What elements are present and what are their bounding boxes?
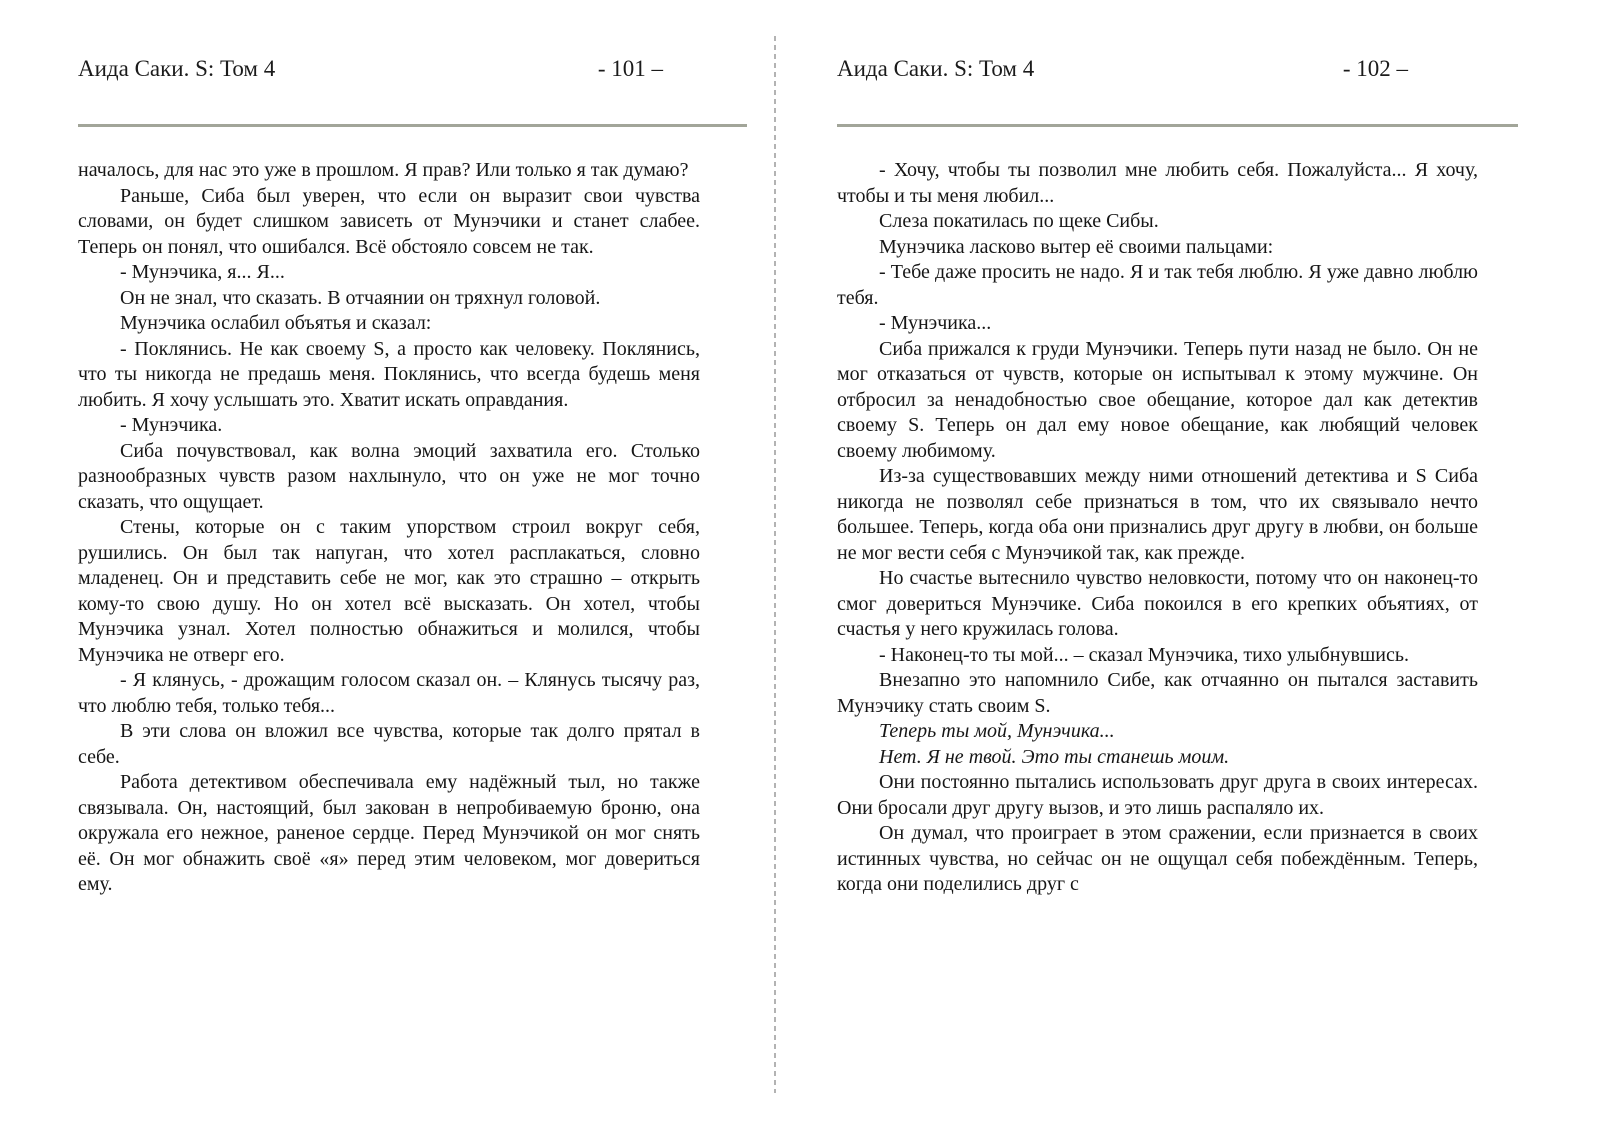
paragraph: - Мунэчика, я... Я... bbox=[120, 261, 285, 283]
page-divider bbox=[774, 36, 776, 1093]
paragraph: - Поклянись. Не как своему S, а просто как человеку. Поклянись, что ты никогда не предашь меня. Поклянись, что всегда будешь меня любить. Я хочу услышать это. Хватит искать оправдания. bbox=[78, 337, 700, 411]
paragraph: Раньше, Сиба был уверен, что если он выразит свои чувства словами, он будет слишком зависеть от Мунэчики и станет слабее. Теперь он понял, что ошибался. Всё обстояло совсем не так. bbox=[78, 184, 700, 258]
paragraph: Они постоянно пытались использовать друг друга в своих интересах. Они бросали друг другу вызов, и это лишь распаляло их. bbox=[837, 771, 1478, 819]
paragraph: Мунэчика ласково вытер её своими пальцами: bbox=[879, 235, 1274, 258]
paragraph: Мунэчика ослабил объятья и сказал: bbox=[120, 312, 432, 334]
page-header bbox=[837, 55, 1518, 83]
page-body bbox=[78, 158, 700, 898]
paragraph: - Я клянусь, - дрожащим голосом сказал он. – Клянусь тысячу раз, что люблю тебя, только тебя... bbox=[78, 669, 700, 717]
page-body bbox=[837, 158, 1478, 898]
page-header bbox=[78, 55, 747, 83]
paragraph: Сиба прижался к груди Мунэчики. Теперь пути назад не было. Он не мог отказаться от чувств, которые он испытывал к этому мужчине. Он отбросил за ненадобностью свое обещание, которое дал как детектив своему S. Теперь он дал ему новое обещание, как любящий человек своему любимому. bbox=[837, 337, 1478, 462]
book-title: Аида Саки. S: Том 4 bbox=[837, 56, 1035, 81]
page-left bbox=[78, 55, 747, 898]
book-title: Аида Саки. S: Том 4 bbox=[78, 56, 276, 81]
paragraph: Он думал, что проиграет в этом сражении, если признается в своих истинных чувства, но сейчас он не ощущал себя побеждённым. Теперь, когда они поделились друг с bbox=[837, 822, 1478, 895]
paragraph: Стены, которые он с таким упорством строил вокруг себя, рушились. Он был так напуган, что хотел расплакаться, словно младенец. Он и представить себе не мог, как это страшно – открыть кому-то свою душу. Но он хотел всё высказать. Он хотел, чтобы Мунэчика узнал. Хотел полностью обнажиться и молился, чтобы Мунэчика не отверг его. bbox=[78, 516, 700, 666]
paragraph: - Тебе даже просить не надо. Я и так тебя люблю. Я уже давно люблю тебя. bbox=[837, 261, 1478, 309]
header-rule bbox=[78, 124, 747, 127]
header-rule bbox=[837, 124, 1518, 127]
page-number: - 102 – bbox=[1342, 56, 1408, 81]
paragraph: Из-за существовавших между ними отношений детектива и S Сиба никогда не позволял себе признаться в том, что их связывало нечто большее. Теперь, когда оба они признались друг другу в любви, он больше не мог вести себя с Мунэчикой так, как прежде. bbox=[837, 465, 1478, 564]
paragraph: началось, для нас это уже в прошлом. Я прав? Или только я так думаю? bbox=[78, 159, 689, 181]
paragraph: Нет. Я не твой. Это ты станешь моим. bbox=[879, 745, 1230, 768]
paragraph: Слеза покатилась по щеке Сибы. bbox=[879, 210, 1159, 232]
paragraph: Сиба почувствовал, как волна эмоций захватила его. Столько разнообразных чувств разом нахлынуло, что он уже не мог точно сказать, что ощущает. bbox=[78, 439, 700, 513]
paragraph: Но счастье вытеснило чувство неловкости, потому что он наконец-то смог довериться Мунэчике. Сиба покоился в его крепких объятиях, от счастья у него кружилась голова. bbox=[837, 567, 1478, 640]
paragraph: Работа детективом обеспечивала ему надёжный тыл, но также связывала. Он, настоящий, был закован в непробиваемую броню, она окружала его нежное, раненое сердце. Перед Мунэчикой он мог снять её. Он мог обнажить своё «я» перед этим человеком, мог довериться ему. bbox=[78, 771, 700, 895]
paragraph: Внезапно это напомнило Сибе, как отчаянно он пытался заставить Мунэчику стать своим S. bbox=[837, 669, 1478, 717]
paragraph: В эти слова он вложил все чувства, которые так долго прятал в себе. bbox=[78, 720, 700, 768]
paragraph: Он не знал, что сказать. В отчаянии он тряхнул головой. bbox=[120, 286, 601, 309]
paragraph: - Наконец-то ты мой... – сказал Мунэчика, тихо улыбнувшись. bbox=[879, 643, 1410, 666]
page-number: - 101 – bbox=[597, 56, 663, 81]
paragraph: - Мунэчика. bbox=[120, 414, 223, 436]
paragraph: - Хочу, чтобы ты позволил мне любить себя. Пожалуйста... Я хочу, чтобы и ты меня любил... bbox=[837, 159, 1478, 207]
paragraph: - Мунэчика... bbox=[879, 312, 992, 334]
page-right bbox=[837, 55, 1518, 898]
paragraph: Теперь ты мой, Мунэчика... bbox=[879, 720, 1115, 742]
